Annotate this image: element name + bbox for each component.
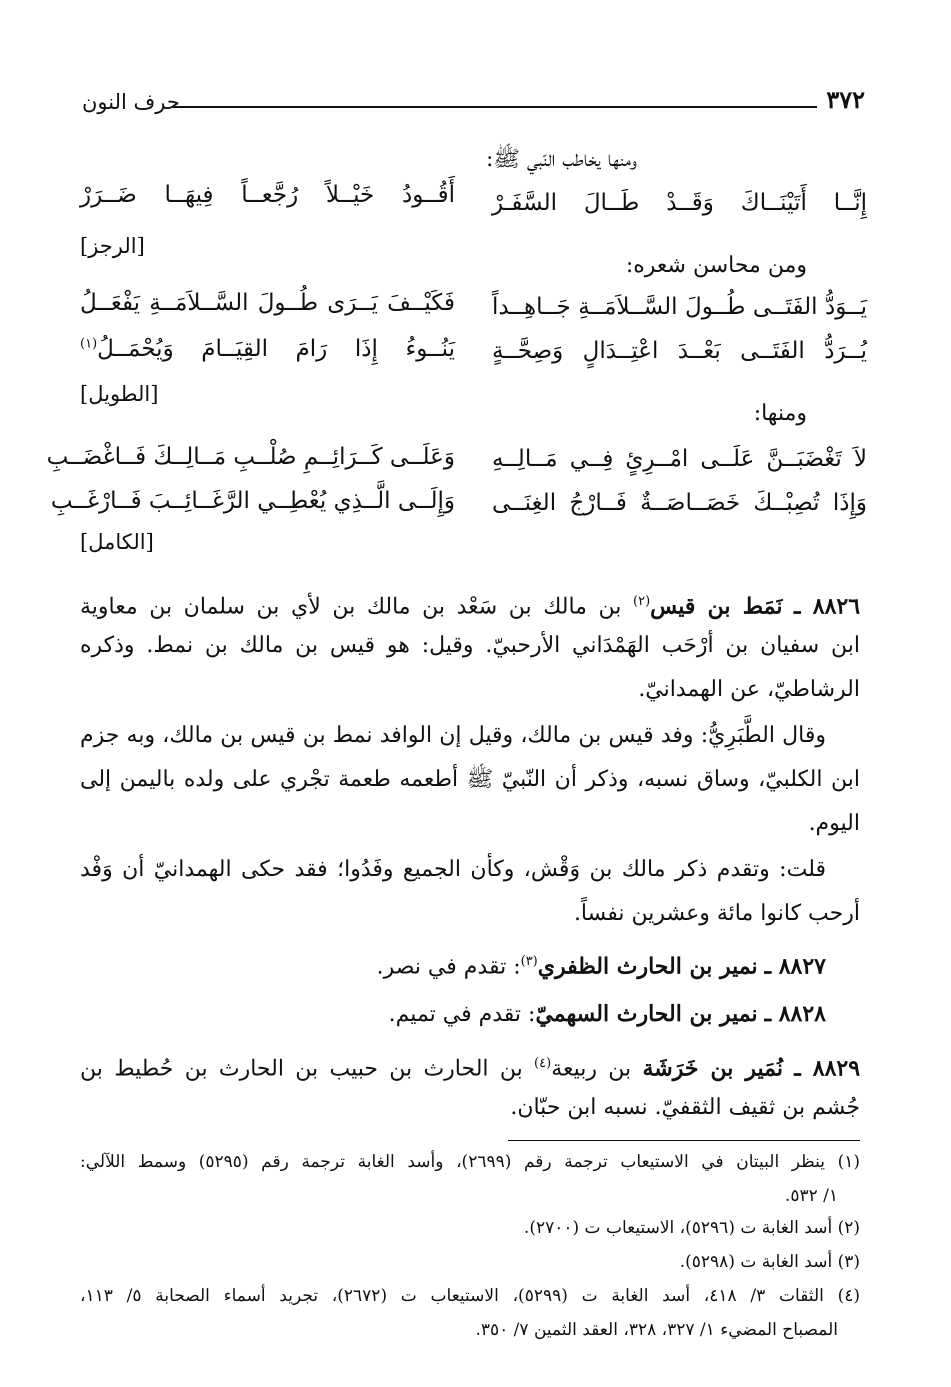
footnote-line: (٣) أسد الغابة ت (٥٢٩٨).	[679, 1252, 860, 1272]
verse-right-hemistich: إِنَّــا أَتَيْنَــاكَ وَقَــدْ طَــالَ السَّفَـرْ	[492, 190, 867, 216]
footnote-marker: (٤)	[534, 1056, 552, 1071]
entry-number: ٨٨٢٨ ـ	[764, 1001, 826, 1027]
verse-left-hemistich	[80, 336, 455, 362]
page-number: ٣٧٢	[826, 85, 865, 114]
verse-left-hemistich: فَكَيْــفَ يَــرَى طُــولَ السَّــلاَمَــةِ يَفْعَــلُ	[80, 290, 455, 316]
verse-left-hemistich: وَعَلَــى كَــرَائِــمِ صُلْــبِ مَــالِــكَ فَــاغْضَــبِ	[46, 444, 455, 470]
entry-name: نَمَط بن قيس	[650, 593, 783, 620]
verse-text: يَنُــوءُ إِذَا رَامَ القِيَــامَ وَيُحْمَــلُ	[97, 336, 455, 362]
entry-line: الرشاطيّ، عن الهمدانيّ.	[638, 677, 860, 702]
paragraph-line: ابن الكلبيّ، وساق نسبه، وذكر أن النّبيّ ﷺ أطعمه طعمة تجْري على ولده باليمن إلى	[80, 767, 860, 792]
paragraph-line: قلت: وتقدم ذكر مالك بن وَقْش، وكأن الجميع وفَدُوا؛ فقد حكى الهمدانيّ أن وَفْد	[80, 857, 826, 882]
entry-number: ٨٨٢٦ ـ	[794, 593, 861, 620]
entry-line: جُشم بن ثقيف الثقفيّ. نسبه ابن حبّان.	[510, 1095, 860, 1120]
header-rule	[172, 106, 817, 108]
entry-name: نمير بن الحارث الظفري	[537, 953, 758, 980]
entry-number: ٨٨٢٩ ـ	[794, 1055, 861, 1082]
verse-right-hemistich: يَــوَدُّ الفَتَــى طُــولَ السَّــلاَمَــةِ جَــاهِــداً	[492, 294, 867, 320]
verse-left-hemistich: أَقُــودُ خَيْــلاً رُجَّعــاً فِيهَــا ضَــرَرْ	[80, 182, 455, 208]
paragraph-line: أرحب كانوا مائة وعشرين نفساً.	[573, 901, 860, 926]
entry-line	[80, 998, 826, 1031]
verse-right-hemistich: وَإِذَا تُصِبْــكَ خَصَــاصَــةٌ فَــارْجُ الغِنَــى	[492, 490, 867, 516]
entry-text: بن مالك بن سَعْد بن مالك بن لأي بن سلمان بن معاوية	[80, 594, 633, 620]
entry-text: : تقدم في تميم.	[388, 1002, 536, 1027]
verse-right-hemistich: يُــرَدُّ الفَتَــى بَعْــدَ اعْتِــدَالٍ وَصِحَّــةٍ	[492, 338, 867, 364]
meter-label: [الرجز]	[80, 234, 145, 258]
footnote-marker: (١)	[80, 336, 98, 352]
poem-intro: ومنها:	[753, 401, 807, 426]
entry-line	[80, 946, 826, 983]
footnote-line: المصباح المضيء ١/ ٣٢٧، ٣٢٨، العقد الثمين ٧/ ٣٥٠.	[475, 1320, 838, 1340]
footnote-marker: (٣)	[520, 954, 538, 969]
footnote-line: (٤) الثقات ٣/ ٤١٨، أسد الغابة ت (٥٢٩٩)، الاستيعاب ت (٢٦٧٢)، تجريد أسماء الصحابة ٥/ ١١٣،	[80, 1286, 860, 1306]
meter-label: [الطويل]	[80, 382, 159, 406]
entry-text: بن الحارث بن حبيب بن الحارث بن حُطيط بن	[80, 1056, 535, 1082]
entry-line	[80, 1048, 860, 1085]
entry-text: بن ربيعة	[551, 1056, 643, 1082]
footnote-line: (١) ينظر البيتان في الاستيعاب ترجمة رقم (٢٦٩٩)، وأسد الغابة ترجمة رقم (٥٢٩٥) وسمط اللآلي:	[80, 1152, 860, 1172]
entry-number: ٨٨٢٧ ـ	[764, 953, 826, 980]
running-title: حرف النون	[82, 90, 180, 114]
paragraph-line: وقال الطَّبَرِيُّ: وفد قيس بن مالك، وقيل إن الوافد نمط بن قيس بن مالك، وبه جزم	[80, 723, 826, 748]
footnote-marker: (٢)	[633, 594, 651, 609]
footnote-line: (٢) أسد الغابة ت (٥٢٩٦)، الاستيعاب ت (٢٧٠٠).	[523, 1218, 860, 1238]
entry-text: : تقدم في نصر.	[376, 954, 521, 980]
paragraph-line: اليوم.	[808, 811, 860, 836]
entry-name: نمير بن الحارث السهميّ	[535, 1001, 758, 1027]
meter-label: [الكامل]	[80, 530, 154, 554]
footnote-separator	[508, 1140, 860, 1141]
entry-name: نُمَير بن خَرَشَة	[642, 1055, 783, 1082]
verse-right-hemistich: لاَ تَغْضَبَــنَّ عَلَــى امْــرِئٍ فِــي مَــالِــهِ	[492, 446, 867, 472]
footnote-line: ١/ ٥٣٢.	[784, 1186, 838, 1206]
verse-left-hemistich: وَإِلَــى الَّــذِي يُعْطِــي الرَّغَــائِــبَ فَــارْغَــبِ	[50, 488, 455, 514]
poem-intro: ومنها يخاطب النّبي ﷺ:	[485, 147, 637, 172]
entry-line	[80, 586, 860, 623]
poem-intro: ومن محاسن شعره:	[625, 253, 807, 278]
entry-line: ابن سفيان بن أرْحَب الهَمْدَاني الأرحبيّ. وقيل: هو قيس بن مالك بن نمط. وذكره	[80, 633, 860, 658]
